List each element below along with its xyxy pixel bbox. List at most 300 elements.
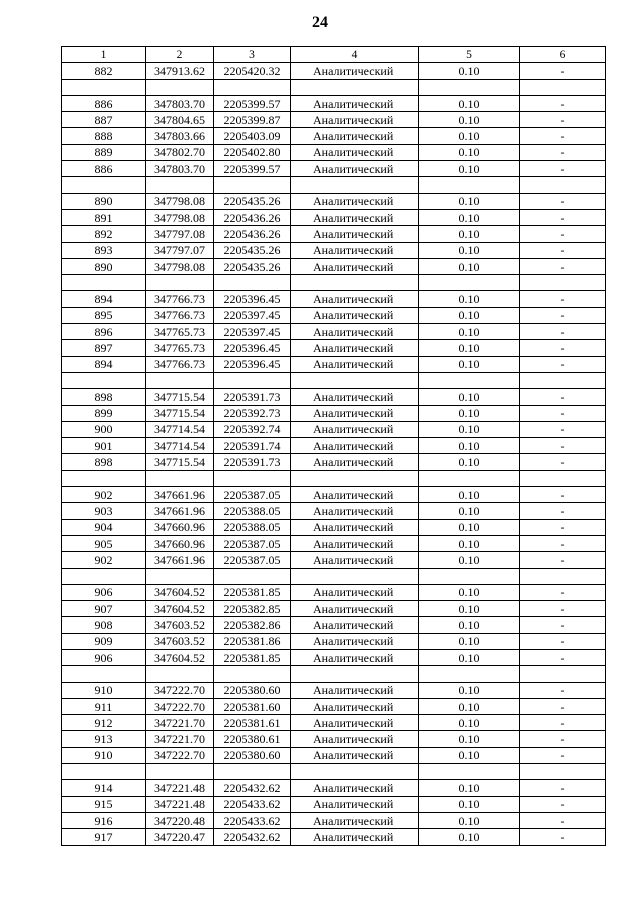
accuracy-cell: 0.10 <box>419 633 520 649</box>
note-cell: - <box>520 209 606 225</box>
y-coordinate-cell: 2205399.57 <box>214 161 291 177</box>
x-coordinate-cell: 347802.70 <box>146 144 214 160</box>
point-number-cell: 898 <box>62 389 146 405</box>
method-cell: Аналитический <box>291 242 419 258</box>
y-coordinate-cell: 2205388.05 <box>214 519 291 535</box>
method-cell: Аналитический <box>291 552 419 568</box>
accuracy-cell: 0.10 <box>419 307 520 323</box>
x-coordinate-cell: 347765.73 <box>146 324 214 340</box>
y-coordinate-cell: 2205435.26 <box>214 193 291 209</box>
point-number-cell: 893 <box>62 242 146 258</box>
table-row <box>62 470 606 486</box>
table-row <box>62 324 606 340</box>
point-number-cell: 895 <box>62 307 146 323</box>
note-cell: - <box>520 584 606 600</box>
method-cell: Аналитический <box>291 356 419 372</box>
note-cell: - <box>520 438 606 454</box>
accuracy-cell: 0.10 <box>419 112 520 128</box>
table-row <box>62 356 606 372</box>
note-cell <box>520 470 606 486</box>
method-cell: Аналитический <box>291 193 419 209</box>
point-number-cell: 890 <box>62 258 146 274</box>
table-row <box>62 698 606 714</box>
y-coordinate-cell: 2205435.26 <box>214 242 291 258</box>
y-coordinate-cell: 2205387.05 <box>214 535 291 551</box>
y-coordinate-cell: 2205435.26 <box>214 258 291 274</box>
point-number-cell <box>62 568 146 584</box>
table-row <box>62 796 606 812</box>
note-cell: - <box>520 487 606 503</box>
method-cell: Аналитический <box>291 438 419 454</box>
y-coordinate-cell: 2205420.32 <box>214 63 291 79</box>
table-row <box>62 666 606 682</box>
note-cell: - <box>520 617 606 633</box>
point-number-cell: 897 <box>62 340 146 356</box>
y-coordinate-cell: 2205382.86 <box>214 617 291 633</box>
note-cell: - <box>520 698 606 714</box>
note-cell: - <box>520 63 606 79</box>
point-number-cell: 904 <box>62 519 146 535</box>
method-cell: Аналитический <box>291 780 419 796</box>
y-coordinate-cell: 2205391.74 <box>214 438 291 454</box>
accuracy-cell: 0.10 <box>419 796 520 812</box>
point-number-cell: 900 <box>62 421 146 437</box>
y-coordinate-cell: 2205381.85 <box>214 584 291 600</box>
table-header-row <box>62 47 606 63</box>
point-number-cell <box>62 666 146 682</box>
point-number-cell: 903 <box>62 503 146 519</box>
x-coordinate-cell: 347604.52 <box>146 601 214 617</box>
accuracy-cell: 0.10 <box>419 144 520 160</box>
table-row <box>62 764 606 780</box>
x-coordinate-cell: 347715.54 <box>146 405 214 421</box>
point-number-cell: 910 <box>62 747 146 763</box>
y-coordinate-cell: 2205436.26 <box>214 209 291 225</box>
y-coordinate-cell <box>214 79 291 95</box>
y-coordinate-cell: 2205380.60 <box>214 747 291 763</box>
table-row <box>62 682 606 698</box>
column-header: 6 <box>520 47 606 63</box>
x-coordinate-cell: 347222.70 <box>146 698 214 714</box>
table-row <box>62 421 606 437</box>
table-row <box>62 112 606 128</box>
x-coordinate-cell <box>146 79 214 95</box>
note-cell: - <box>520 731 606 747</box>
table-row <box>62 177 606 193</box>
table-row <box>62 275 606 291</box>
table-row <box>62 161 606 177</box>
accuracy-cell: 0.10 <box>419 324 520 340</box>
table-row <box>62 258 606 274</box>
x-coordinate-cell: 347798.08 <box>146 193 214 209</box>
x-coordinate-cell: 347604.52 <box>146 649 214 665</box>
accuracy-cell: 0.10 <box>419 340 520 356</box>
x-coordinate-cell: 347803.66 <box>146 128 214 144</box>
point-number-cell <box>62 470 146 486</box>
point-number-cell: 896 <box>62 324 146 340</box>
y-coordinate-cell: 2205380.61 <box>214 731 291 747</box>
note-cell: - <box>520 535 606 551</box>
accuracy-cell: 0.10 <box>419 731 520 747</box>
table-row <box>62 193 606 209</box>
method-cell <box>291 275 419 291</box>
accuracy-cell: 0.10 <box>419 128 520 144</box>
x-coordinate-cell: 347804.65 <box>146 112 214 128</box>
y-coordinate-cell: 2205380.60 <box>214 682 291 698</box>
accuracy-cell: 0.10 <box>419 812 520 828</box>
accuracy-cell: 0.10 <box>419 829 520 845</box>
table-row <box>62 454 606 470</box>
y-coordinate-cell: 2205397.45 <box>214 324 291 340</box>
table-row <box>62 829 606 845</box>
table-row <box>62 291 606 307</box>
table-row <box>62 780 606 796</box>
y-coordinate-cell <box>214 666 291 682</box>
y-coordinate-cell: 2205403.09 <box>214 128 291 144</box>
note-cell: - <box>520 226 606 242</box>
note-cell <box>520 275 606 291</box>
note-cell: - <box>520 161 606 177</box>
accuracy-cell: 0.10 <box>419 405 520 421</box>
table-row <box>62 389 606 405</box>
y-coordinate-cell <box>214 568 291 584</box>
point-number-cell: 915 <box>62 796 146 812</box>
x-coordinate-cell: 347221.70 <box>146 715 214 731</box>
table-row <box>62 128 606 144</box>
method-cell <box>291 764 419 780</box>
x-coordinate-cell: 347660.96 <box>146 535 214 551</box>
note-cell: - <box>520 503 606 519</box>
accuracy-cell: 0.10 <box>419 682 520 698</box>
y-coordinate-cell: 2205436.26 <box>214 226 291 242</box>
column-header: 4 <box>291 47 419 63</box>
accuracy-cell: 0.10 <box>419 193 520 209</box>
note-cell: - <box>520 519 606 535</box>
method-cell <box>291 372 419 388</box>
accuracy-cell <box>419 79 520 95</box>
table-row <box>62 617 606 633</box>
point-number-cell: 889 <box>62 144 146 160</box>
y-coordinate-cell: 2205387.05 <box>214 487 291 503</box>
note-cell: - <box>520 633 606 649</box>
table-row <box>62 242 606 258</box>
table-row <box>62 568 606 584</box>
method-cell: Аналитический <box>291 601 419 617</box>
method-cell: Аналитический <box>291 617 419 633</box>
method-cell: Аналитический <box>291 128 419 144</box>
y-coordinate-cell: 2205432.62 <box>214 829 291 845</box>
method-cell <box>291 79 419 95</box>
x-coordinate-cell: 347798.08 <box>146 209 214 225</box>
x-coordinate-cell <box>146 568 214 584</box>
method-cell: Аналитический <box>291 95 419 111</box>
method-cell: Аналитический <box>291 731 419 747</box>
accuracy-cell <box>419 568 520 584</box>
point-number-cell: 906 <box>62 584 146 600</box>
method-cell: Аналитический <box>291 291 419 307</box>
y-coordinate-cell: 2205387.05 <box>214 552 291 568</box>
accuracy-cell <box>419 666 520 682</box>
method-cell: Аналитический <box>291 519 419 535</box>
method-cell: Аналитический <box>291 389 419 405</box>
x-coordinate-cell: 347220.47 <box>146 829 214 845</box>
table-row <box>62 487 606 503</box>
x-coordinate-cell: 347222.70 <box>146 747 214 763</box>
y-coordinate-cell: 2205397.45 <box>214 307 291 323</box>
method-cell: Аналитический <box>291 63 419 79</box>
point-number-cell <box>62 79 146 95</box>
table-row <box>62 307 606 323</box>
point-number-cell <box>62 372 146 388</box>
method-cell: Аналитический <box>291 421 419 437</box>
point-number-cell <box>62 177 146 193</box>
x-coordinate-cell: 347797.07 <box>146 242 214 258</box>
point-number-cell: 899 <box>62 405 146 421</box>
point-number-cell: 882 <box>62 63 146 79</box>
method-cell: Аналитический <box>291 535 419 551</box>
y-coordinate-cell: 2205396.45 <box>214 291 291 307</box>
point-number-cell: 912 <box>62 715 146 731</box>
table-row <box>62 372 606 388</box>
note-cell: - <box>520 340 606 356</box>
method-cell: Аналитический <box>291 682 419 698</box>
accuracy-cell <box>419 372 520 388</box>
method-cell <box>291 568 419 584</box>
method-cell: Аналитический <box>291 503 419 519</box>
y-coordinate-cell <box>214 177 291 193</box>
accuracy-cell: 0.10 <box>419 698 520 714</box>
method-cell: Аналитический <box>291 633 419 649</box>
note-cell: - <box>520 552 606 568</box>
x-coordinate-cell: 347660.96 <box>146 519 214 535</box>
x-coordinate-cell: 347661.96 <box>146 552 214 568</box>
note-cell: - <box>520 601 606 617</box>
note-cell: - <box>520 324 606 340</box>
y-coordinate-cell: 2205392.73 <box>214 405 291 421</box>
note-cell <box>520 372 606 388</box>
point-number-cell: 902 <box>62 552 146 568</box>
method-cell: Аналитический <box>291 209 419 225</box>
accuracy-cell <box>419 177 520 193</box>
point-number-cell: 898 <box>62 454 146 470</box>
y-coordinate-cell: 2205382.85 <box>214 601 291 617</box>
x-coordinate-cell: 347603.52 <box>146 633 214 649</box>
x-coordinate-cell: 347766.73 <box>146 307 214 323</box>
y-coordinate-cell: 2205391.73 <box>214 454 291 470</box>
x-coordinate-cell <box>146 275 214 291</box>
table-row <box>62 552 606 568</box>
point-number-cell: 907 <box>62 601 146 617</box>
note-cell: - <box>520 144 606 160</box>
point-number-cell: 901 <box>62 438 146 454</box>
method-cell: Аналитический <box>291 405 419 421</box>
note-cell: - <box>520 796 606 812</box>
table-row <box>62 535 606 551</box>
note-cell <box>520 177 606 193</box>
note-cell: - <box>520 258 606 274</box>
point-number-cell: 887 <box>62 112 146 128</box>
note-cell: - <box>520 356 606 372</box>
column-header: 2 <box>146 47 214 63</box>
point-number-cell: 891 <box>62 209 146 225</box>
x-coordinate-cell: 347714.54 <box>146 438 214 454</box>
point-number-cell: 906 <box>62 649 146 665</box>
x-coordinate-cell: 347661.96 <box>146 487 214 503</box>
table-row <box>62 747 606 763</box>
point-number-cell <box>62 275 146 291</box>
y-coordinate-cell <box>214 764 291 780</box>
method-cell: Аналитический <box>291 812 419 828</box>
note-cell <box>520 666 606 682</box>
note-cell: - <box>520 649 606 665</box>
table-row <box>62 226 606 242</box>
method-cell: Аналитический <box>291 112 419 128</box>
column-header: 1 <box>62 47 146 63</box>
x-coordinate-cell: 347797.08 <box>146 226 214 242</box>
x-coordinate-cell <box>146 666 214 682</box>
x-coordinate-cell: 347798.08 <box>146 258 214 274</box>
table-row <box>62 601 606 617</box>
method-cell: Аналитический <box>291 144 419 160</box>
x-coordinate-cell: 347766.73 <box>146 291 214 307</box>
point-number-cell: 894 <box>62 356 146 372</box>
accuracy-cell: 0.10 <box>419 535 520 551</box>
y-coordinate-cell: 2205396.45 <box>214 340 291 356</box>
point-number-cell: 909 <box>62 633 146 649</box>
accuracy-cell: 0.10 <box>419 438 520 454</box>
y-coordinate-cell <box>214 275 291 291</box>
accuracy-cell: 0.10 <box>419 747 520 763</box>
x-coordinate-cell <box>146 177 214 193</box>
method-cell: Аналитический <box>291 584 419 600</box>
x-coordinate-cell: 347221.48 <box>146 780 214 796</box>
x-coordinate-cell: 347803.70 <box>146 95 214 111</box>
y-coordinate-cell: 2205392.74 <box>214 421 291 437</box>
point-number-cell: 886 <box>62 95 146 111</box>
accuracy-cell: 0.10 <box>419 356 520 372</box>
note-cell: - <box>520 193 606 209</box>
y-coordinate-cell: 2205381.86 <box>214 633 291 649</box>
accuracy-cell: 0.10 <box>419 552 520 568</box>
accuracy-cell: 0.10 <box>419 421 520 437</box>
y-coordinate-cell: 2205388.05 <box>214 503 291 519</box>
accuracy-cell: 0.10 <box>419 209 520 225</box>
y-coordinate-cell <box>214 372 291 388</box>
note-cell: - <box>520 747 606 763</box>
x-coordinate-cell: 347604.52 <box>146 584 214 600</box>
x-coordinate-cell: 347603.52 <box>146 617 214 633</box>
method-cell <box>291 666 419 682</box>
point-number-cell: 888 <box>62 128 146 144</box>
method-cell: Аналитический <box>291 454 419 470</box>
method-cell: Аналитический <box>291 698 419 714</box>
accuracy-cell: 0.10 <box>419 519 520 535</box>
y-coordinate-cell: 2205433.62 <box>214 796 291 812</box>
accuracy-cell: 0.10 <box>419 649 520 665</box>
table-row <box>62 438 606 454</box>
accuracy-cell: 0.10 <box>419 584 520 600</box>
accuracy-cell: 0.10 <box>419 454 520 470</box>
point-number-cell: 916 <box>62 812 146 828</box>
method-cell: Аналитический <box>291 307 419 323</box>
y-coordinate-cell: 2205396.45 <box>214 356 291 372</box>
y-coordinate-cell: 2205391.73 <box>214 389 291 405</box>
page-number: 24 <box>312 14 328 31</box>
x-coordinate-cell: 347221.70 <box>146 731 214 747</box>
note-cell: - <box>520 812 606 828</box>
accuracy-cell: 0.10 <box>419 503 520 519</box>
note-cell: - <box>520 242 606 258</box>
method-cell: Аналитический <box>291 649 419 665</box>
x-coordinate-cell: 347222.70 <box>146 682 214 698</box>
point-number-cell: 914 <box>62 780 146 796</box>
accuracy-cell: 0.10 <box>419 715 520 731</box>
point-number-cell <box>62 764 146 780</box>
x-coordinate-cell: 347714.54 <box>146 421 214 437</box>
y-coordinate-cell: 2205399.87 <box>214 112 291 128</box>
x-coordinate-cell: 347221.48 <box>146 796 214 812</box>
column-header: 5 <box>419 47 520 63</box>
y-coordinate-cell: 2205433.62 <box>214 812 291 828</box>
method-cell: Аналитический <box>291 747 419 763</box>
x-coordinate-cell: 347715.54 <box>146 389 214 405</box>
table-row <box>62 340 606 356</box>
table-row <box>62 63 606 79</box>
method-cell: Аналитический <box>291 715 419 731</box>
method-cell: Аналитический <box>291 829 419 845</box>
point-number-cell: 892 <box>62 226 146 242</box>
method-cell: Аналитический <box>291 161 419 177</box>
table-row <box>62 144 606 160</box>
accuracy-cell: 0.10 <box>419 780 520 796</box>
point-number-cell: 905 <box>62 535 146 551</box>
method-cell: Аналитический <box>291 487 419 503</box>
note-cell <box>520 764 606 780</box>
x-coordinate-cell: 347913.62 <box>146 63 214 79</box>
accuracy-cell: 0.10 <box>419 63 520 79</box>
method-cell: Аналитический <box>291 324 419 340</box>
coordinates-table <box>61 46 606 846</box>
table-row <box>62 584 606 600</box>
note-cell: - <box>520 405 606 421</box>
method-cell: Аналитический <box>291 340 419 356</box>
x-coordinate-cell <box>146 372 214 388</box>
point-number-cell: 917 <box>62 829 146 845</box>
method-cell <box>291 470 419 486</box>
y-coordinate-cell: 2205381.61 <box>214 715 291 731</box>
note-cell: - <box>520 780 606 796</box>
table-row <box>62 649 606 665</box>
y-coordinate-cell <box>214 470 291 486</box>
point-number-cell: 894 <box>62 291 146 307</box>
table-row <box>62 209 606 225</box>
x-coordinate-cell: 347661.96 <box>146 503 214 519</box>
accuracy-cell: 0.10 <box>419 291 520 307</box>
point-number-cell: 908 <box>62 617 146 633</box>
table-row <box>62 715 606 731</box>
method-cell: Аналитический <box>291 258 419 274</box>
point-number-cell: 910 <box>62 682 146 698</box>
x-coordinate-cell <box>146 470 214 486</box>
table-body <box>62 47 606 846</box>
method-cell: Аналитический <box>291 796 419 812</box>
note-cell <box>520 568 606 584</box>
accuracy-cell <box>419 470 520 486</box>
note-cell <box>520 79 606 95</box>
y-coordinate-cell: 2205399.57 <box>214 95 291 111</box>
accuracy-cell: 0.10 <box>419 601 520 617</box>
accuracy-cell: 0.10 <box>419 242 520 258</box>
